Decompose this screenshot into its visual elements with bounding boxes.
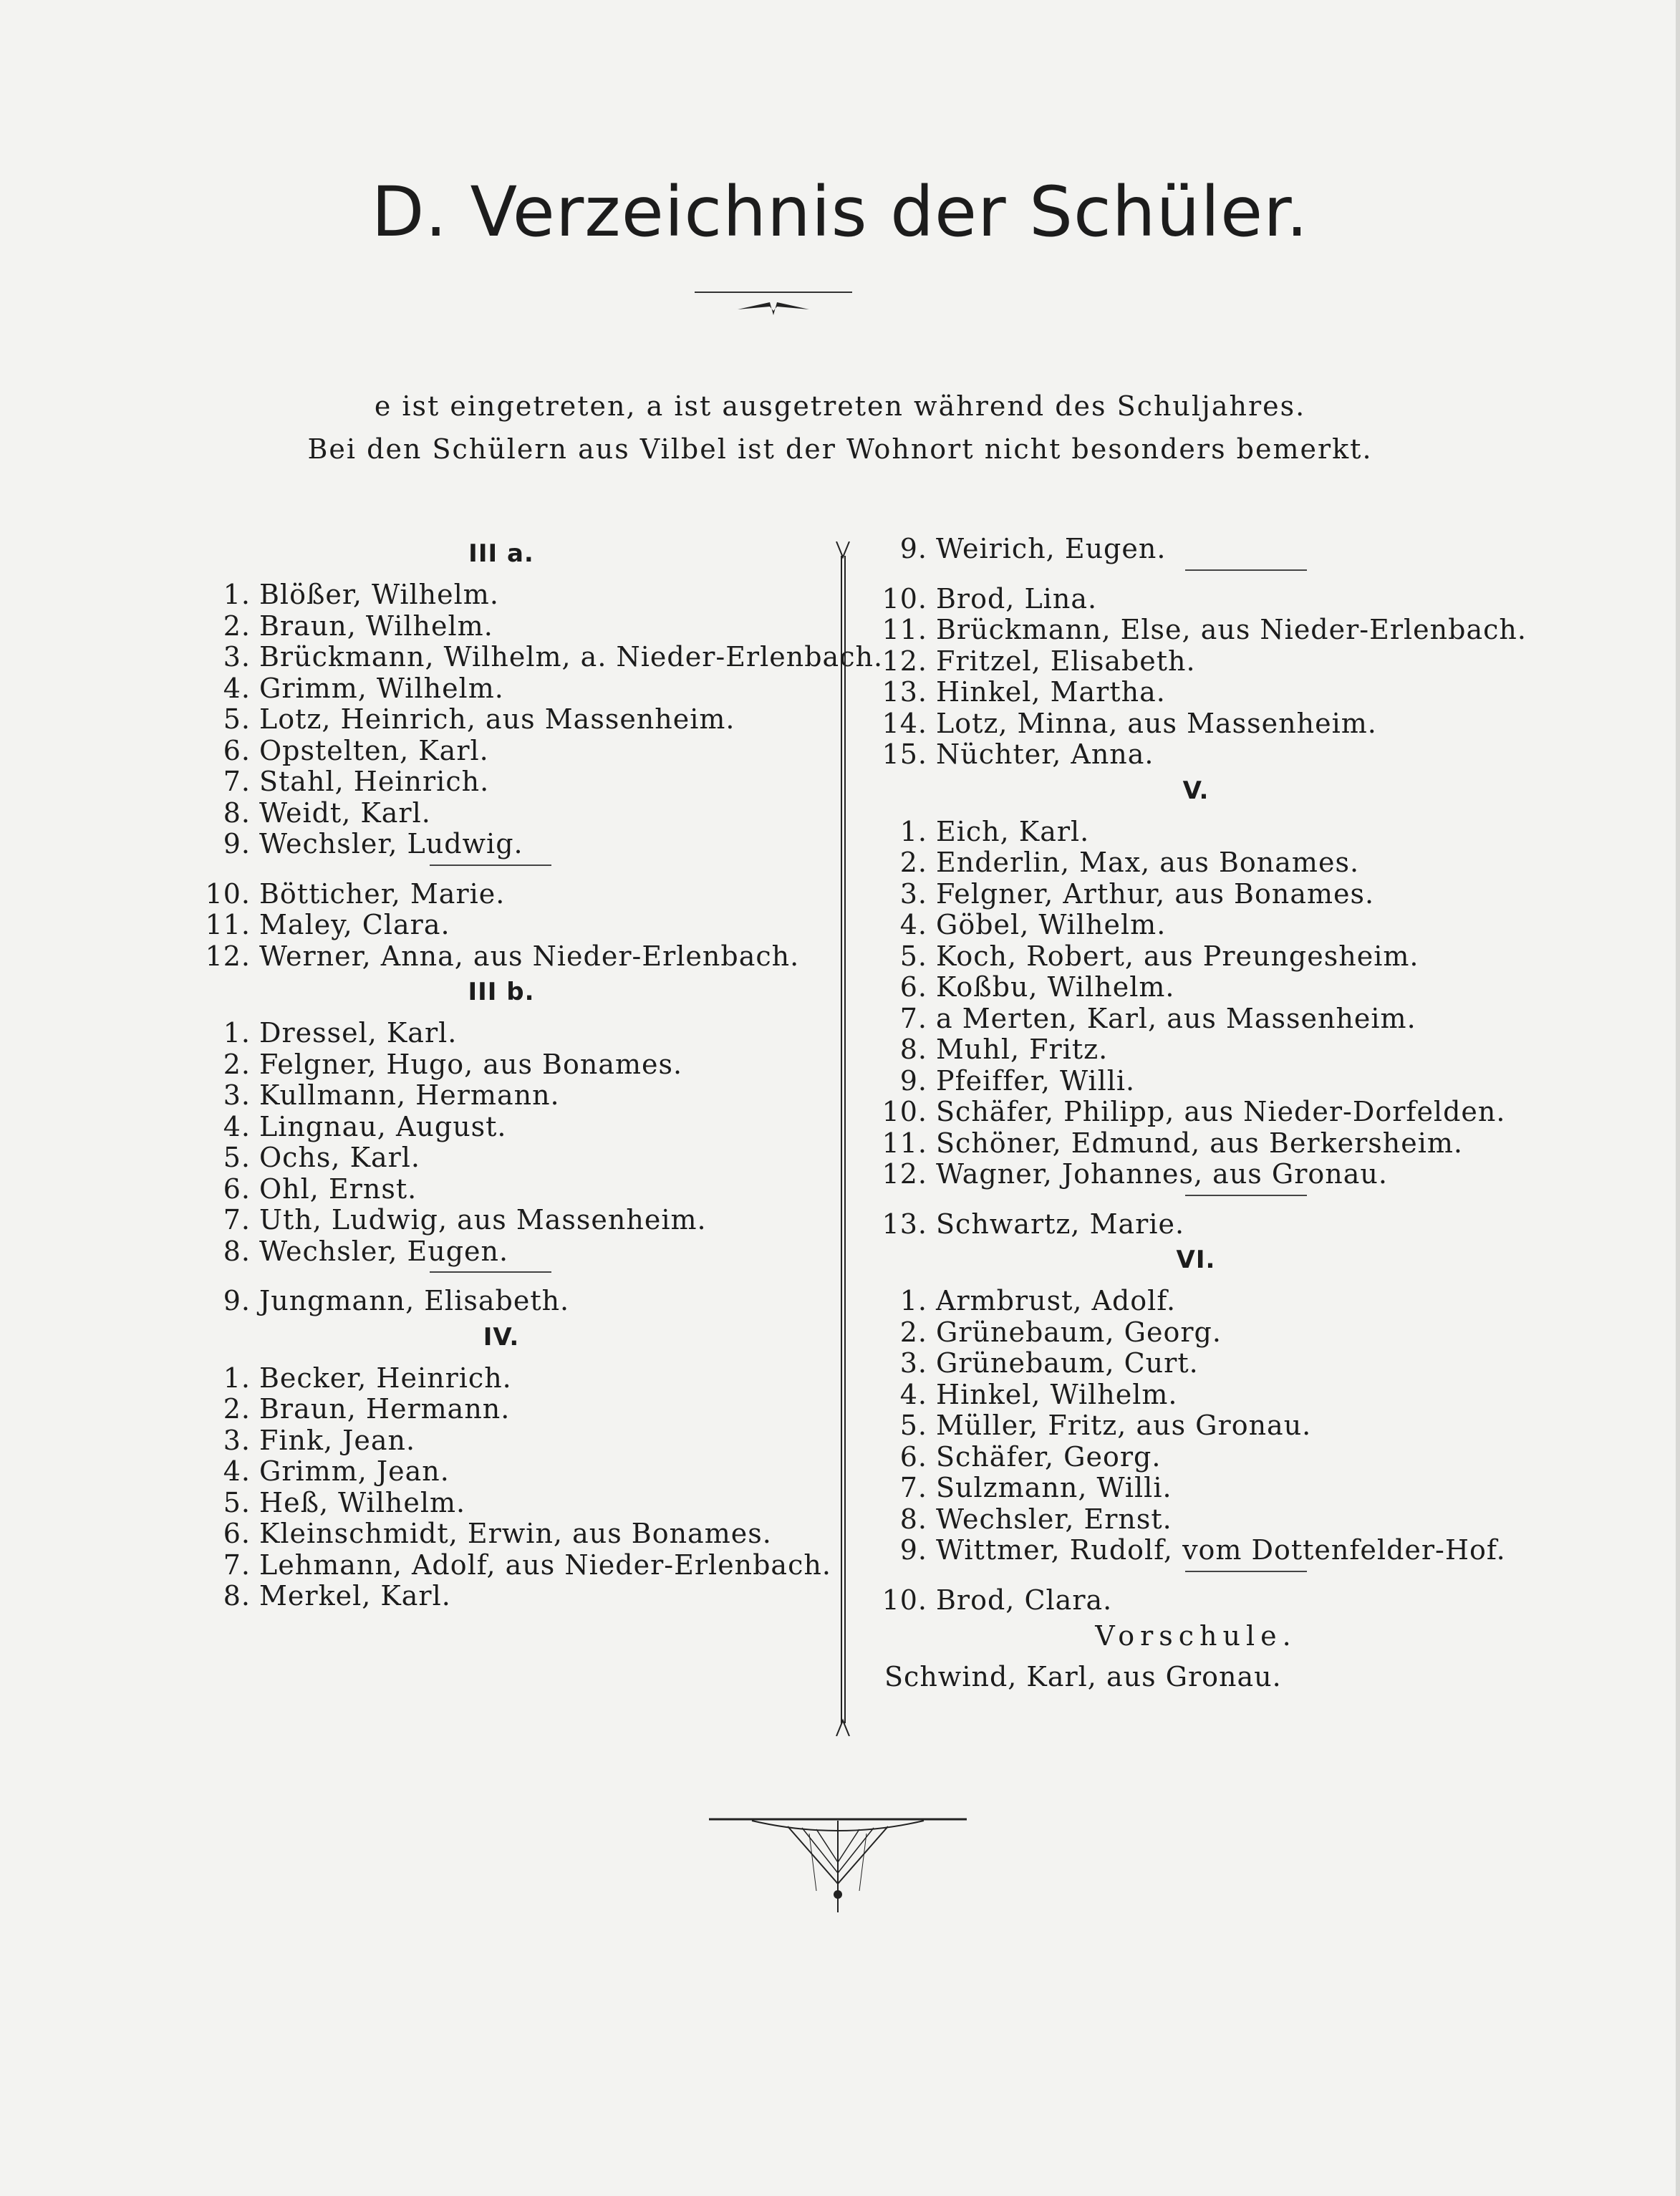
student-entry bbox=[179, 1174, 824, 1205]
student-name: Armbrust, Adolf. bbox=[936, 1285, 1177, 1316]
student-number: 6. bbox=[899, 971, 927, 1003]
student-name: Lingnau, August. bbox=[259, 1110, 507, 1142]
student-number: 2. bbox=[223, 1048, 251, 1080]
student-entry bbox=[856, 646, 1536, 678]
student-name: Koch, Robert, aus Preungesheim. bbox=[936, 940, 1419, 972]
student-name: Lotz, Heinrich, aus Massenheim. bbox=[259, 703, 735, 735]
student-name: Grünebaum, Georg. bbox=[936, 1316, 1222, 1348]
student-name: Enderlin, Max, aus Bonames. bbox=[936, 847, 1360, 878]
right-column bbox=[856, 534, 1536, 1693]
student-name: Fritzel, Elisabeth. bbox=[936, 645, 1196, 677]
student-entry bbox=[179, 798, 824, 829]
student-entry bbox=[179, 1142, 824, 1174]
student-number: 1. bbox=[223, 1017, 251, 1049]
student-entry bbox=[179, 1286, 824, 1317]
student-entry bbox=[856, 1159, 1536, 1190]
student-name: Wittmer, Rudolf, vom Dottenfelder-Hof. bbox=[936, 1534, 1506, 1566]
student-number: 5. bbox=[223, 703, 251, 735]
student-name: Braun, Wilhelm. bbox=[259, 610, 493, 642]
student-number: 8. bbox=[223, 1580, 251, 1612]
student-name: Pfeiffer, Willi. bbox=[936, 1064, 1136, 1097]
student-number: 8. bbox=[899, 1034, 927, 1065]
student-entry bbox=[179, 1112, 824, 1143]
student-name: Kullmann, Hermann. bbox=[259, 1079, 560, 1111]
student-number: 7. bbox=[899, 1472, 927, 1503]
student-number: 1. bbox=[223, 579, 251, 610]
student-entry bbox=[856, 1034, 1536, 1066]
student-number: 7. bbox=[223, 1204, 251, 1236]
group-separator bbox=[856, 1190, 1536, 1209]
student-number: 8. bbox=[899, 1503, 927, 1535]
student-number: 3. bbox=[899, 877, 927, 910]
student-name: Eich, Karl. bbox=[936, 815, 1090, 847]
student-name: Ohl, Ernst. bbox=[259, 1172, 417, 1205]
student-name: Braun, Hermann. bbox=[259, 1393, 511, 1425]
student-entry bbox=[179, 1549, 831, 1581]
student-name: Jungmann, Elisabeth. bbox=[259, 1285, 570, 1316]
student-entry bbox=[856, 584, 1536, 615]
student-number: 5. bbox=[223, 1142, 251, 1173]
note-line-vilbel: Bei den Schülern aus Vilbel ist der Wohnort nicht besonders bemerkt. bbox=[307, 433, 1373, 465]
student-number: 9. bbox=[899, 533, 927, 564]
vorschule-student: Schwind, Karl, aus Gronau. bbox=[884, 1661, 1282, 1692]
student-entry bbox=[179, 879, 824, 910]
student-number: 6. bbox=[223, 734, 251, 766]
class-v-list bbox=[856, 817, 1536, 1190]
student-number: 4. bbox=[899, 1378, 927, 1410]
class-heading-iiia: III a. bbox=[468, 539, 534, 568]
student-number: 7. bbox=[899, 1002, 927, 1034]
student-name: Felgner, Hugo, aus Bonames. bbox=[259, 1048, 683, 1080]
student-name: Brod, Clara. bbox=[936, 1584, 1113, 1616]
class-heading-v: V. bbox=[1182, 776, 1210, 805]
student-entry bbox=[179, 910, 824, 941]
student-entry bbox=[856, 910, 1536, 941]
class-heading-iv: IV. bbox=[483, 1322, 520, 1352]
student-number: 12. bbox=[882, 645, 927, 677]
student-number: 9. bbox=[899, 1064, 927, 1097]
top-ornament-icon bbox=[695, 286, 852, 329]
student-name: Becker, Heinrich. bbox=[259, 1362, 512, 1394]
student-name: Kleinschmidt, Erwin, aus Bonames. bbox=[259, 1518, 772, 1549]
student-name: Müller, Fritz, aus Gronau. bbox=[936, 1410, 1312, 1441]
bottom-ornament-icon bbox=[709, 1805, 967, 1920]
student-entry bbox=[856, 817, 1536, 848]
student-name: Brod, Lina. bbox=[936, 582, 1098, 615]
student-entry bbox=[179, 1363, 824, 1395]
student-number: 1. bbox=[899, 1285, 927, 1316]
class-iv-list-girls bbox=[856, 584, 1536, 771]
student-number: 13. bbox=[882, 676, 927, 708]
student-number: 11. bbox=[882, 614, 927, 645]
student-entry bbox=[856, 1348, 1536, 1379]
student-number: 10. bbox=[882, 1584, 927, 1616]
class-vi-list bbox=[856, 1286, 1536, 1566]
class-heading-vorschule: Vorschule. bbox=[1095, 1620, 1297, 1652]
student-number: 3. bbox=[223, 1424, 251, 1456]
student-entry bbox=[856, 879, 1536, 910]
student-entry bbox=[856, 1317, 1536, 1349]
student-entry bbox=[179, 1394, 824, 1425]
class-vi-list-girls bbox=[856, 1585, 1536, 1617]
student-entry bbox=[856, 1379, 1536, 1411]
student-number: 7. bbox=[223, 1549, 251, 1581]
student-number: 15. bbox=[882, 738, 927, 770]
student-name: Fink, Jean. bbox=[259, 1424, 416, 1456]
student-entry bbox=[856, 708, 1536, 740]
student-name: Wechsler, Ludwig. bbox=[259, 828, 523, 859]
column-divider bbox=[832, 541, 854, 1736]
student-number: 4. bbox=[223, 1110, 251, 1142]
class-heading-iiib: III b. bbox=[468, 978, 535, 1006]
group-separator bbox=[856, 565, 1536, 584]
student-entry bbox=[856, 534, 1536, 565]
group-separator bbox=[856, 1566, 1536, 1585]
group-separator bbox=[179, 860, 824, 879]
student-entry bbox=[179, 1456, 824, 1488]
page-title: D. Verzeichnis der Schüler. bbox=[371, 172, 1309, 252]
student-number: 7. bbox=[223, 766, 251, 797]
class-iv-list bbox=[179, 1362, 831, 1612]
student-entry bbox=[179, 579, 824, 611]
student-name: Merkel, Karl. bbox=[259, 1580, 451, 1612]
student-entry bbox=[179, 1205, 824, 1236]
student-entry bbox=[856, 972, 1536, 1003]
student-number: 14. bbox=[882, 707, 927, 739]
student-number: 11. bbox=[205, 909, 251, 940]
student-name: Schäfer, Philipp, aus Nieder-Dorfelden. bbox=[936, 1096, 1506, 1127]
student-name: Uth, Ludwig, aus Massenheim. bbox=[259, 1204, 707, 1236]
student-name: Opstelten, Karl. bbox=[259, 734, 489, 766]
student-number: 6. bbox=[223, 1172, 251, 1205]
student-name: Hinkel, Wilhelm. bbox=[936, 1378, 1178, 1410]
student-name: Felgner, Arthur, aus Bonames. bbox=[936, 877, 1375, 910]
note-line-entry-exit: e ist eingetreten, a ist ausgetreten während des Schuljahres. bbox=[374, 390, 1306, 422]
student-number: 3. bbox=[223, 1079, 251, 1111]
student-name: Grimm, Jean. bbox=[259, 1455, 450, 1487]
student-name: Stahl, Heinrich. bbox=[259, 766, 490, 797]
student-number: 10. bbox=[205, 877, 251, 910]
student-name: Ochs, Karl. bbox=[259, 1142, 421, 1173]
student-number: 3. bbox=[223, 641, 251, 673]
student-entry bbox=[179, 941, 824, 973]
student-entry bbox=[179, 1080, 824, 1112]
student-number: 3. bbox=[899, 1347, 927, 1379]
student-name: Wechsler, Eugen. bbox=[259, 1235, 509, 1267]
student-number: 13. bbox=[882, 1208, 927, 1240]
student-name: Dressel, Karl. bbox=[259, 1017, 458, 1049]
student-entry bbox=[179, 1488, 824, 1519]
student-name: Muhl, Fritz. bbox=[936, 1034, 1109, 1065]
student-number: 2. bbox=[223, 1393, 251, 1425]
student-name: Sulzmann, Willi. bbox=[936, 1472, 1172, 1503]
student-entry bbox=[856, 1585, 1536, 1617]
class-heading-vi: VI. bbox=[1176, 1246, 1216, 1274]
class-iiia-list-girls bbox=[179, 879, 824, 973]
student-name: Göbel, Wilhelm. bbox=[936, 909, 1167, 940]
student-name: Schöner, Edmund, aus Berkersheim. bbox=[936, 1127, 1463, 1159]
student-number: 4. bbox=[223, 672, 251, 704]
student-number: 2. bbox=[223, 610, 251, 642]
student-number: 2. bbox=[899, 1316, 927, 1348]
student-number: 8. bbox=[223, 796, 251, 829]
student-name: Brückmann, Wilhelm, a. Nieder-Erlenbach. bbox=[259, 641, 884, 673]
student-entry bbox=[856, 1097, 1536, 1128]
student-entry bbox=[179, 673, 824, 705]
student-number: 12. bbox=[205, 940, 251, 972]
student-number: 4. bbox=[899, 909, 927, 940]
left-column bbox=[179, 534, 884, 1612]
class-v-list-girls bbox=[856, 1209, 1536, 1241]
student-name: Nüchter, Anna. bbox=[936, 738, 1154, 770]
student-name: Bötticher, Marie. bbox=[259, 877, 506, 910]
student-entry bbox=[856, 941, 1536, 973]
student-number: 5. bbox=[223, 1486, 251, 1518]
student-entry bbox=[856, 1504, 1536, 1536]
student-entry bbox=[856, 1209, 1536, 1241]
student-entry bbox=[179, 766, 824, 798]
student-name: Maley, Clara. bbox=[259, 909, 450, 940]
student-entry bbox=[179, 611, 824, 642]
student-entry bbox=[179, 1581, 824, 1612]
student-number: 10. bbox=[882, 1096, 927, 1127]
class-iiib-list-girls bbox=[179, 1286, 824, 1317]
student-entry bbox=[856, 615, 1536, 646]
student-number: 10. bbox=[882, 582, 927, 615]
student-name: Weidt, Karl. bbox=[259, 796, 431, 829]
student-name: Brückmann, Else, aus Nieder-Erlenbach. bbox=[936, 614, 1527, 645]
student-name: Wagner, Johannes, aus Gronau. bbox=[936, 1158, 1388, 1190]
student-number: 8. bbox=[223, 1235, 251, 1267]
student-number: 9. bbox=[223, 1285, 251, 1316]
student-entry bbox=[179, 1018, 824, 1049]
class-iv-list-continued bbox=[856, 534, 1536, 565]
student-entry bbox=[856, 1128, 1536, 1160]
class-iiib-list bbox=[179, 1018, 824, 1267]
student-name: Werner, Anna, aus Nieder-Erlenbach. bbox=[259, 940, 800, 972]
student-entry bbox=[179, 1236, 824, 1268]
student-number: 1. bbox=[899, 815, 927, 847]
student-number: 2. bbox=[899, 847, 927, 878]
student-name: Lotz, Minna, aus Massenheim. bbox=[936, 707, 1377, 739]
student-entry bbox=[179, 704, 824, 736]
student-entry bbox=[856, 1286, 1536, 1317]
student-entry bbox=[856, 677, 1536, 708]
student-entry bbox=[856, 739, 1536, 771]
student-entry bbox=[179, 1425, 824, 1457]
student-entry bbox=[856, 847, 1536, 879]
student-name: Koßbu, Wilhelm. bbox=[936, 971, 1175, 1003]
student-entry bbox=[179, 1049, 824, 1081]
student-name: Heß, Wilhelm. bbox=[259, 1486, 466, 1518]
student-entry bbox=[856, 1473, 1536, 1504]
student-entry bbox=[179, 829, 824, 860]
group-separator bbox=[179, 1267, 824, 1286]
student-entry bbox=[179, 641, 884, 673]
student-name: Lehmann, Adolf, aus Nieder-Erlenbach. bbox=[259, 1549, 831, 1581]
page-edge bbox=[1676, 0, 1680, 2196]
student-number: 9. bbox=[223, 828, 251, 859]
student-number: 1. bbox=[223, 1362, 251, 1394]
student-name: Grimm, Wilhelm. bbox=[259, 672, 504, 704]
student-number: 6. bbox=[223, 1518, 251, 1549]
student-entry bbox=[856, 1442, 1536, 1473]
student-name: Blößer, Wilhelm. bbox=[259, 579, 499, 610]
student-entry bbox=[856, 1535, 1536, 1566]
class-iiia-list bbox=[179, 579, 884, 860]
student-entry bbox=[856, 1410, 1536, 1442]
student-entry bbox=[856, 1066, 1536, 1097]
student-name: a Merten, Karl, aus Massenheim. bbox=[936, 1002, 1416, 1034]
student-name: Schwartz, Marie. bbox=[936, 1208, 1185, 1240]
student-name: Hinkel, Martha. bbox=[936, 676, 1166, 708]
student-number: 6. bbox=[899, 1440, 927, 1473]
student-number: 11. bbox=[882, 1127, 927, 1159]
student-name: Grünebaum, Curt. bbox=[936, 1347, 1199, 1379]
student-entry bbox=[856, 1003, 1536, 1035]
student-number: 5. bbox=[899, 1410, 927, 1441]
student-name: Weirich, Eugen. bbox=[936, 533, 1167, 564]
student-number: 4. bbox=[223, 1455, 251, 1487]
student-number: 12. bbox=[882, 1158, 927, 1190]
student-name: Wechsler, Ernst. bbox=[936, 1503, 1172, 1535]
student-number: 5. bbox=[899, 940, 927, 972]
student-entry bbox=[179, 1518, 824, 1550]
student-name: Schäfer, Georg. bbox=[936, 1440, 1162, 1473]
student-number: 9. bbox=[899, 1534, 927, 1566]
student-entry bbox=[179, 736, 824, 767]
